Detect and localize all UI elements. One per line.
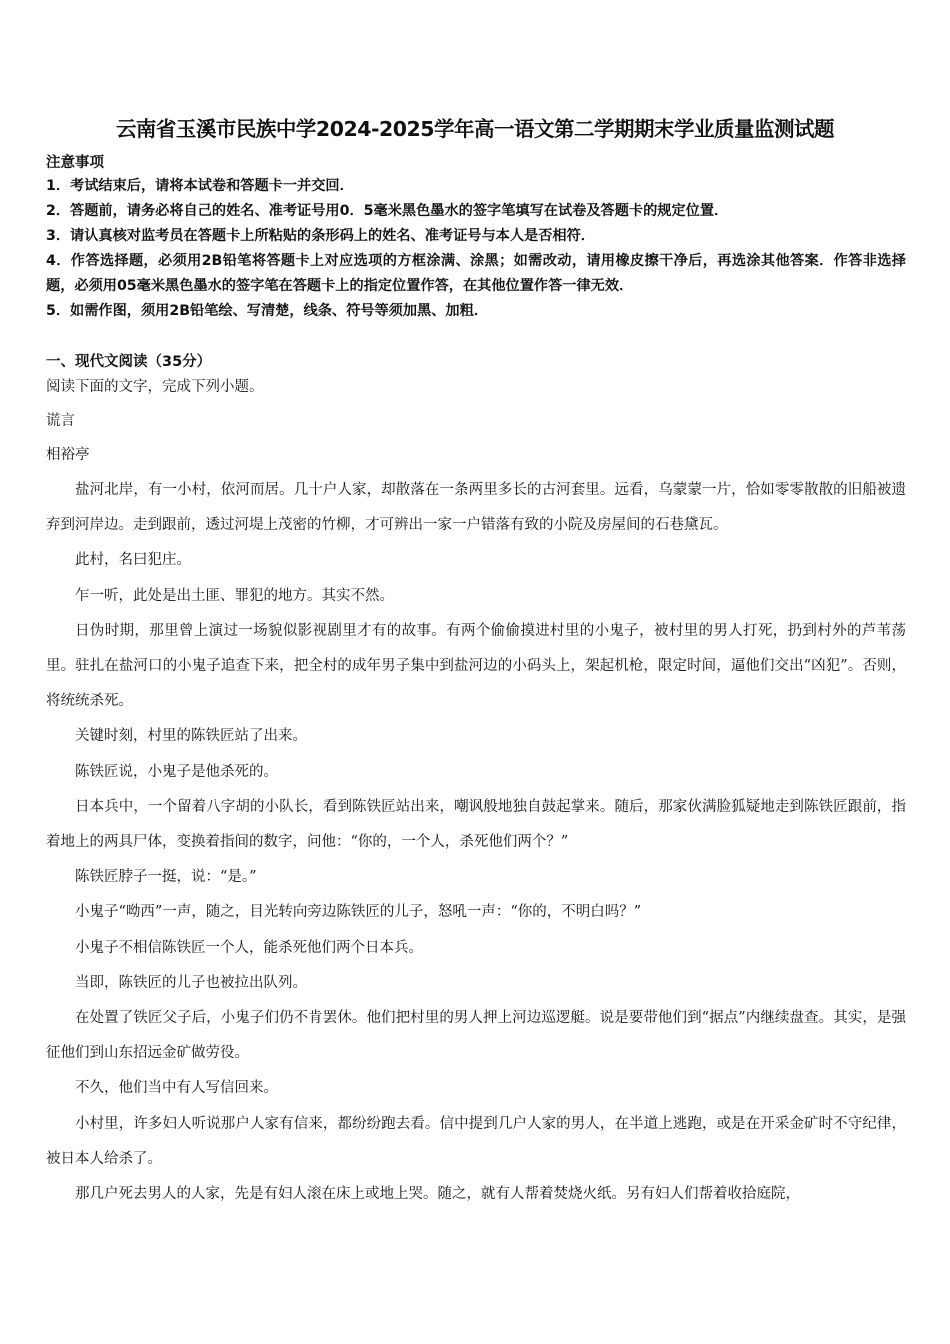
notice-item: 2．答题前，请务必将自己的姓名、准考证号用0．5毫米黑色墨水的签字笔填写在试卷及答题卡的规定位置．	[46, 203, 729, 219]
story-paragraph: 此村，名曰犯庄。	[75, 552, 191, 569]
reading-instruction: 阅读下面的文字，完成下列小题。	[46, 379, 264, 395]
story-paragraph: 小村里，许多妇人听说那户人家有信来，都纷纷跑去看。信中提到几户人家的男人，在半道上逃跑，或是在开采金矿时不守纪律，被日本人给杀了。	[46, 1115, 906, 1167]
story-paragraph: 在处置了铁匠父子后，小鬼子们仍不肯罢休。他们把村里的男人押上河边巡逻艇。说是要带他们到“据点”内继续盘查。其实，是强征他们到山东招远金矿做劳役。	[46, 1010, 906, 1062]
notice-list	[46, 174, 906, 324]
notice-heading: 注意事项	[46, 155, 104, 171]
notice-item: 5．如需作图，须用2B铅笔绘、写清楚，线条、符号等须加黑、加粗．	[46, 303, 488, 319]
story-paragraph: 关键时刻，村里的陈铁匠站了出来。	[75, 728, 307, 745]
story-paragraph: 盐河北岸，有一小村，依河而居。几十户人家，却散落在一条两里多长的古河套里。远看，乌蒙蒙一片，恰如零零散散的旧船被遗弃到河岸边。走到跟前，透过河堤上茂密的竹柳，才可辨出一家一户错落有致的小院及房屋间的石巷黛瓦。	[46, 482, 906, 534]
story-paragraph: 乍一听，此处是出土匪、罪犯的地方。其实不然。	[75, 587, 394, 604]
story-paragraph: 那几户死去男人的人家，先是有妇人滚在床上或地上哭。随之，就有人帮着焚烧火纸。另有妇人们帮着收拾庭院，	[75, 1186, 800, 1203]
exam-title: 云南省玉溪市民族中学2024-2025学年高一语文第二学期期末学业质量监测试题	[115, 117, 835, 141]
section-heading: 一、现代文阅读（35分）	[46, 354, 212, 370]
story-paragraph: 陈铁匠说，小鬼子是他杀死的。	[75, 763, 278, 780]
story-body	[46, 473, 906, 1212]
story-paragraph: 当即，陈铁匠的儿子也被拉出队列。	[75, 974, 307, 991]
notice-item: 1．考试结束后，请将本试卷和答题卡一并交回．	[46, 178, 354, 194]
story-paragraph: 陈铁匠脖子一挺，说：“是。”	[75, 869, 257, 886]
story-paragraph: 小鬼子不相信陈铁匠一个人，能杀死他们两个日本兵。	[75, 939, 423, 956]
story-paragraph: 小鬼子“呦西”一声，随之，目光转向旁边陈铁匠的儿子，怒吼一声：“你的，不明白吗？”	[75, 904, 642, 921]
story-paragraph: 不久，他们当中有人写信回来。	[75, 1080, 278, 1097]
notice-item: 3．请认真核对监考员在答题卡上所粘贴的条形码上的姓名、准考证号与本人是否相符．	[46, 228, 595, 244]
story-paragraph: 日伪时期，那里曾上演过一场貌似影视剧里才有的故事。有两个偷偷摸进村里的小鬼子，被村里的男人打死，扔到村外的芦苇荡里。驻扎在盐河口的小鬼子追查下来，把全村的成年男子集中到盐河边的小码头上，架起机枪，限定时间，逼他们交出“凶犯”。否则，将统统杀死。	[46, 622, 906, 710]
story-author: 相裕亭	[46, 447, 90, 463]
story-paragraph: 日本兵中，一个留着八字胡的小队长，看到陈铁匠站出来，嘲讽般地独自鼓起掌来。随后，那家伙满脸狐疑地走到陈铁匠跟前，指着地上的两具尸体，变换着指间的数字，问他：“你的，一个人，杀死他们两个？”	[46, 798, 906, 851]
story-title: 谎言	[46, 413, 75, 429]
notice-item: 4．作答选择题，必须用2B铅笔将答题卡上对应选项的方框涂满、涂黑；如需改动，请用橡皮擦干净后，再选涂其他答案．作答非选择题，必须用05毫米黑色墨水的签字笔在答题卡上的指定位置作答，在其他位置作答一律无效．	[46, 253, 906, 294]
